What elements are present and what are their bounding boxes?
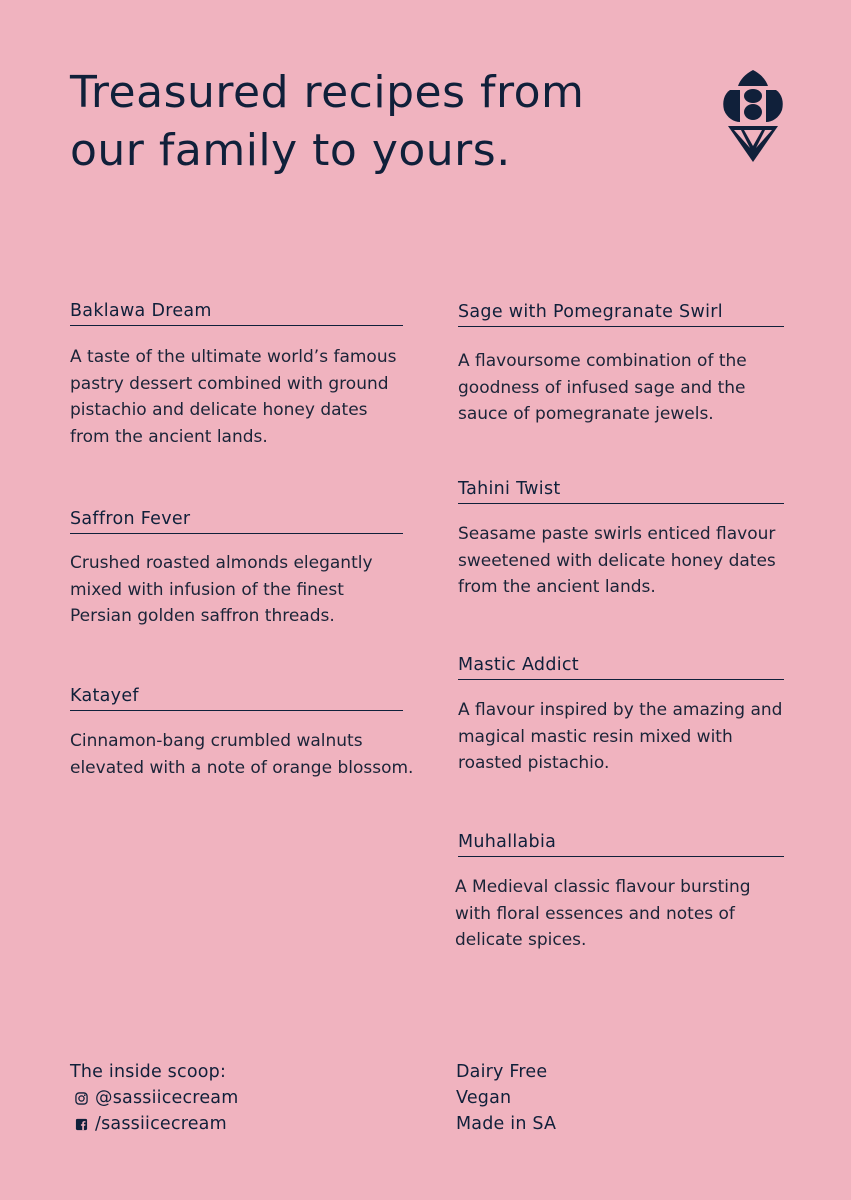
instagram-link[interactable] — [70, 1085, 238, 1111]
flavour-description: Seasame paste swirls enticed flavour sweetened with delicate honey dates from the ancient lands. — [458, 524, 776, 598]
flavour-title: Muhallabia — [458, 831, 784, 857]
instagram-icon — [75, 1092, 88, 1105]
flavour-description: Crushed roasted almonds elegantly mixed with infusion of the finest Persian golden saffron threads. — [70, 553, 373, 627]
instagram-handle: @sassiicecream — [95, 1088, 239, 1108]
flavour-description: A Medieval classic flavour bursting with floral essences and notes of delicate spices. — [455, 877, 751, 951]
flavour-katayef — [70, 685, 415, 781]
flavour-baklawa-dream — [70, 300, 403, 451]
product-attributes — [456, 1059, 556, 1137]
attribute-vegan: Vegan — [456, 1088, 512, 1108]
attribute-made-in-sa: Made in SA — [456, 1114, 557, 1134]
facebook-handle: /sassiicecream — [95, 1114, 227, 1134]
footer-social — [70, 1059, 238, 1137]
sassi-logo-icon — [718, 68, 788, 164]
flavour-description: Cinnamon-bang crumbled walnuts elevated with a note of orange blossom. — [70, 731, 414, 778]
flavour-title: Katayef — [70, 685, 403, 711]
flavour-sage-with-pomegranate-swirl — [458, 301, 784, 428]
attribute-dairy-free: Dairy Free — [456, 1062, 548, 1082]
flavour-title: Sage with Pomegranate Swirl — [458, 301, 784, 327]
inside-scoop-label: The inside scoop: — [70, 1062, 227, 1082]
flavour-title: Saffron Fever — [70, 508, 403, 534]
flavour-title: Tahini Twist — [458, 478, 784, 504]
flavour-title: Mastic Addict — [458, 654, 784, 680]
flavour-saffron-fever — [70, 508, 403, 630]
flavour-tahini-twist — [458, 478, 784, 601]
flavour-description: A flavoursome combination of the goodness of infused sage and the sauce of pomegranate jewels. — [458, 351, 747, 425]
flavour-mastic-addict — [458, 654, 784, 777]
flavour-description: A flavour inspired by the amazing and magical mastic resin mixed with roasted pistachio. — [458, 700, 783, 774]
flavour-description: A taste of the ultimate world’s famous pastry dessert combined with ground pistachio and delicate honey dates from the ancient lands. — [70, 347, 397, 448]
flavour-title: Baklawa Dream — [70, 300, 403, 326]
flavour-muhallabia — [455, 831, 784, 954]
page-headline: Treasured recipes from our family to yours. — [70, 67, 585, 176]
facebook-icon — [75, 1118, 88, 1131]
facebook-link[interactable] — [70, 1111, 238, 1137]
